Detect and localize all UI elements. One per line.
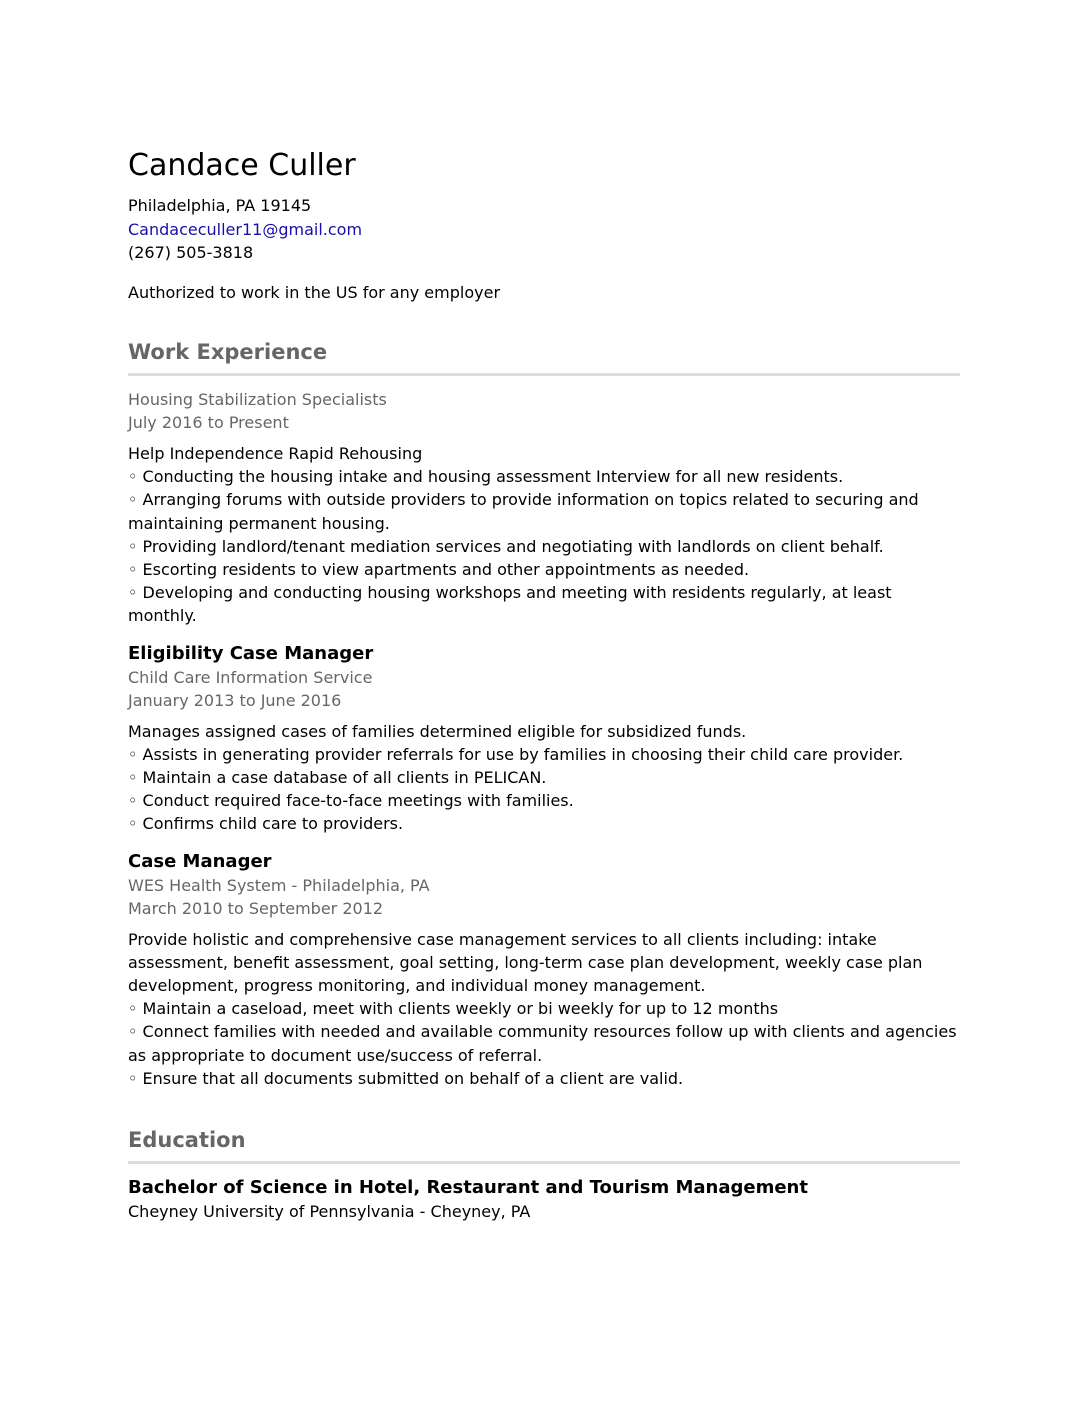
job-line: Help Independence Rapid Rehousing: [128, 444, 423, 463]
section-divider: [128, 373, 960, 376]
job-title: Eligibility Case Manager: [128, 642, 374, 664]
job-line: ◦ Providing landlord/tenant mediation services and negotiating with landlords on client behalf.: [128, 536, 884, 556]
location: Philadelphia, PA 19145: [128, 196, 312, 215]
job-line: Provide holistic and comprehensive case management services to all clients including: intake assessment, benefit assessment, goal setting, long-term case plan development, weekly case plan development, progress monitoring, and individual money management.: [128, 929, 923, 996]
job-line: ◦ Escorting residents to view apartments and other appointments as needed.: [128, 560, 750, 580]
resume-page: [128, 146, 960, 1224]
job-line: ◦ Assists in generating provider referrals for use by families in choosing their child care provider.: [128, 744, 904, 764]
job-title: Case Manager: [128, 850, 272, 872]
section-divider: [128, 1161, 960, 1164]
phone: (267) 505-3818: [128, 243, 254, 262]
job-line: ◦ Developing and conducting housing workshops and meeting with residents regularly, at least monthly.: [128, 583, 892, 626]
job-line: ◦ Confirms child care to providers.: [128, 814, 404, 834]
job-description: [128, 928, 960, 1090]
job-dates: July 2016 to Present: [128, 413, 289, 432]
job-line: ◦ Conduct required face-to-face meetings with families.: [128, 791, 574, 811]
job-company: Housing Stabilization Specialists: [128, 390, 387, 409]
job-dates: March 2010 to September 2012: [128, 898, 384, 918]
candidate-name: Candace Culler: [128, 148, 356, 183]
job-line: Manages assigned cases of families determined eligible for subsidized funds.: [128, 721, 747, 741]
job-dates: January 2013 to June 2016: [128, 690, 342, 710]
work-authorization: Authorized to work in the US for any employer: [128, 282, 501, 302]
degree: Bachelor of Science in Hotel, Restaurant and Tourism Management: [128, 1177, 808, 1199]
job-line: ◦ Conducting the housing intake and housing assessment Interview for all new residents.: [128, 467, 844, 487]
job-line: ◦ Ensure that all documents submitted on behalf of a client are valid.: [128, 1068, 684, 1088]
work-experience-heading: Work Experience: [128, 340, 328, 364]
job-company: WES Health System - Philadelphia, PA: [128, 875, 430, 895]
education-heading: Education: [128, 1128, 246, 1153]
job-description: [128, 442, 960, 628]
job-line: ◦ Arranging forums with outside providers to provide information on topics related to securing and maintaining permanent housing.: [128, 490, 919, 533]
job-line: ◦ Maintain a case database of all clients in PELICAN.: [128, 768, 547, 788]
education-entry: [128, 1176, 960, 1224]
job-description: [128, 720, 960, 836]
school: Cheyney University of Pennsylvania - Cheyney, PA: [128, 1202, 531, 1222]
job-entry: [128, 388, 960, 628]
job-entry: [128, 642, 960, 836]
job-line: ◦ Connect families with needed and available community resources follow up with clients and agencies as appropriate to document use/success of referral.: [128, 1022, 957, 1065]
job-entry: [128, 850, 960, 1090]
job-company: Child Care Information Service: [128, 667, 373, 687]
email-link[interactable]: Candaceculler11@gmail.com: [128, 219, 363, 239]
email-line: [128, 218, 960, 242]
job-line: ◦ Maintain a caseload, meet with clients weekly or bi weekly for up to 12 months: [128, 999, 779, 1019]
